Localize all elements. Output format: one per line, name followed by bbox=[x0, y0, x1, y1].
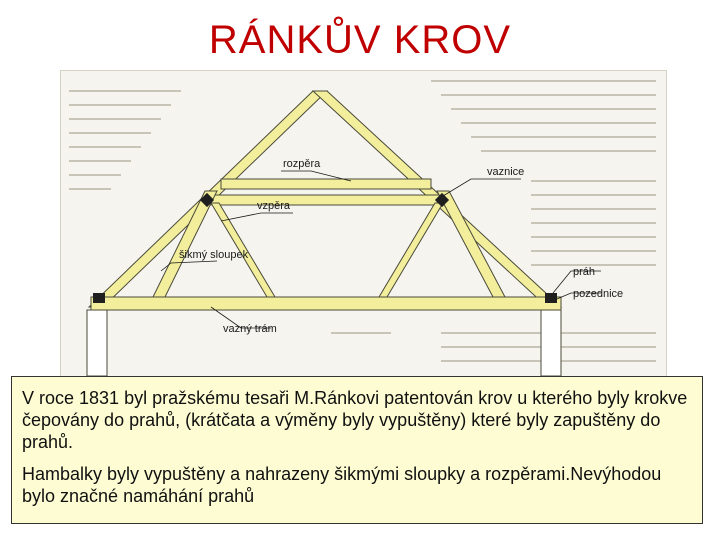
right-brace bbox=[379, 203, 443, 297]
label-vazny-tram: vazný trám bbox=[223, 323, 277, 335]
background-text-lines bbox=[69, 81, 656, 361]
label-rozpera: rozpěra bbox=[283, 158, 321, 170]
right-wall-plate bbox=[545, 293, 557, 303]
page-title: RÁNKŮV KROV bbox=[208, 18, 512, 62]
description-box bbox=[11, 376, 703, 524]
collar-beam-lower bbox=[207, 195, 447, 205]
collar-beam-rozpera bbox=[221, 179, 431, 189]
truss-drawing bbox=[61, 71, 666, 376]
roof-truss-diagram bbox=[60, 70, 667, 377]
description-paragraph-2: Hambalky byly vypuštěny a nahrazeny šikmými sloupky a rozpěrami.Nevýhodou bylo značné namáhání prahů bbox=[22, 464, 662, 506]
label-pozednice: pozednice bbox=[573, 288, 624, 300]
label-vaznice: vaznice bbox=[487, 166, 525, 178]
left-wall bbox=[87, 310, 107, 376]
tie-beam bbox=[91, 297, 561, 310]
left-wall-plate bbox=[93, 293, 105, 303]
label-sikmy-sloupek: šikmý sloupek bbox=[179, 249, 249, 261]
description-paragraph-1: V roce 1831 byl pražskému tesaři M.Ránkovi patentován krov u kterého byly krokve čepovány do prahů, (krátčata a výměny byly vypuštěny) které byly zapuštěny do prahů. bbox=[22, 388, 688, 452]
label-prah: práh bbox=[573, 266, 596, 278]
label-vzpera: vzpěra bbox=[257, 200, 291, 212]
right-wall bbox=[541, 310, 561, 376]
walls bbox=[87, 310, 561, 376]
right-inclined-post bbox=[437, 191, 505, 297]
